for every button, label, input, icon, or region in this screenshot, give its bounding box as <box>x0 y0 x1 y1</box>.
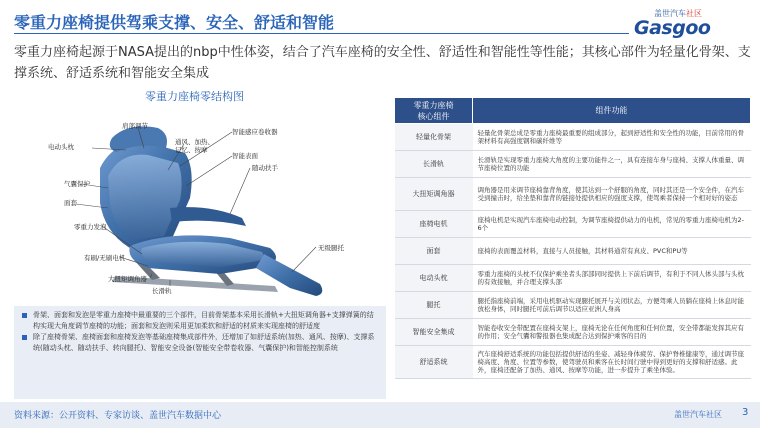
header-function: 组件功能 <box>473 98 751 124</box>
component-name: 大扭矩调角器 <box>395 178 473 211</box>
logo-wordmark: Gasgoo <box>634 17 711 39</box>
label-torque-adjuster: 大扭矩调角器 <box>108 275 147 283</box>
table-row <box>395 265 751 292</box>
summary-notes-box <box>14 306 386 399</box>
logo-cn-prefix: 盖世汽车 <box>654 9 686 18</box>
label-cover: 面套 <box>64 199 77 207</box>
title-divider <box>14 33 629 34</box>
bullet-square-icon <box>22 313 27 318</box>
intro-paragraph: 零重力座椅起源于NASA提出的nbp中性体姿，结合了汽车座椅的安全性、舒适性和智能性等性能；其核心部件为轻量化骨架、支撑系统、舒适系统和智能安全集成 <box>14 45 751 81</box>
component-desc: 座椅电机是实现汽车座椅电动控制，为调节座椅提供动力的电机，常见的零重力座椅电机为2-6个 <box>473 211 751 238</box>
table-row <box>395 151 751 178</box>
component-desc: 轻量化骨架总成是零重力座椅最重要的组成部分，起到舒适性和安全性的功能，目前常用的骨架材料有高强度钢和碳纤维等 <box>473 124 751 151</box>
component-desc: 腿托指座椅前端，采用电机驱动实现腿托展开与关闭状态，方便驾乘人员躺在座椅上休息时能放松身体，同时腿托可前后调节以适应亚洲人身高 <box>473 292 751 319</box>
table-header-row <box>395 98 751 124</box>
component-name: 腿托 <box>395 292 473 319</box>
component-name: 座椅电机 <box>395 211 473 238</box>
label-power-armrest: 随动扶手 <box>252 164 278 172</box>
table-row <box>395 124 751 151</box>
component-desc: 调角器是用来调节座椅靠背角度，使其达到一个舒服的角度，同时其还是一个安全件，在汽车受到撞击时，给坐垫和靠背的链接处提供相应的强度支撑，使驾乘者保持一个相对好的姿态 <box>473 178 751 211</box>
component-name: 舒适系统 <box>395 346 473 379</box>
label-leg-rest: 无级腿托 <box>318 244 344 252</box>
label-electric-headrest: 电动头枕 <box>48 143 74 151</box>
label-airbag-protection: 气囊保护 <box>64 180 90 188</box>
note-item: 骨架、面套和发泡是零重力座椅中最重要的三个部件，目前骨架基本采用长滑轨+大扭矩调角器+支撑弹簧的结构实现大角度调节座椅的功能；面套和发泡则采用更加柔软和舒适的材质来实现座椅的舒适度 <box>22 310 380 331</box>
label-smart-surface: 智能表面 <box>232 152 258 160</box>
gasgoo-logo <box>634 8 752 38</box>
component-desc: 长滑轨是实现零重力座椅大角度的主要功能件之一，具有连接车身与座椅、支撑人体重量、调节座椅位置的功能 <box>473 151 751 178</box>
note-item: 除了座椅骨架、座椅面套和座椅发泡等基础座椅集成部件外，还增加了如舒适系统(加热、通风、按摩)、支撑系统(随动头枕、随动扶手、转向腿托)、智能安全设备(智能安全带卷收器、气囊保护)和智能控制系统 <box>22 332 380 353</box>
page-number: 3 <box>742 407 749 418</box>
page-title: 零重力座椅提供驾乘支撑、安全、舒适和智能 <box>14 13 335 32</box>
component-desc: 座椅的表面覆盖材料，直接与人员接触，其材料通常有真皮、PVC和PU等 <box>473 238 751 265</box>
label-long-rail: 长滑轨 <box>152 287 172 295</box>
table-row <box>395 178 751 211</box>
component-name: 电动头枕 <box>395 265 473 292</box>
component-desc: 智能卷收安全带配置在座椅支架上，座椅无论在任何角度和任何位置，安全带都能发挥其应有的作用；安全气囊和警报器也集成配合达到保护乘客的目的 <box>473 319 751 346</box>
component-name: 智能安全集成 <box>395 319 473 346</box>
component-table <box>394 97 751 379</box>
table-row <box>395 319 751 346</box>
label-ventilation-heating: 通风、加热、 记忆、按摩 <box>175 138 214 154</box>
label-smart-belt-retractor: 智能感应卷收器 <box>232 128 278 136</box>
component-desc: 汽车座椅舒适系统的功能包括提供舒适的坐姿、减轻身体疲劳、保护脊椎健康等，通过调节座椅高度、角度、位置等参数，使驾驶员和乘客在长时间行驶中得到更好的支撑和舒适感。此外，座椅还配备了加热、通风、按摩等功能，进一步提升了乘坐体验。 <box>473 346 751 379</box>
diagram-title: 零重力座椅零结构图 <box>145 90 244 103</box>
label-zero-g-foam: 零重力发泡 <box>74 223 107 231</box>
component-desc: 零重力座椅的头枕不仅保护乘坐者头部部同时提供上下前后调节，有利于不同人体头部与头枕的有效接触，并合理支撑头部 <box>473 265 751 292</box>
table-row <box>395 292 751 319</box>
header-component: 零重力座椅 核心组件 <box>395 98 473 124</box>
logo-cn-suffix: 社区 <box>686 9 702 18</box>
bullet-square-icon <box>22 335 27 340</box>
data-source: 资料来源：公开资料、专家访谈、盖世汽车数据中心 <box>14 411 222 421</box>
table-row <box>395 346 751 379</box>
component-name: 轻量化骨架 <box>395 124 473 151</box>
label-brush-motor: 有刷/无刷电机 <box>84 254 126 262</box>
table-row <box>395 211 751 238</box>
footer-brand: 盖世汽车社区 <box>674 410 722 419</box>
component-name: 面套 <box>395 238 473 265</box>
table-row <box>395 238 751 265</box>
component-name: 长滑轨 <box>395 151 473 178</box>
label-shoulder-adjust: 肩部调节 <box>122 122 148 130</box>
